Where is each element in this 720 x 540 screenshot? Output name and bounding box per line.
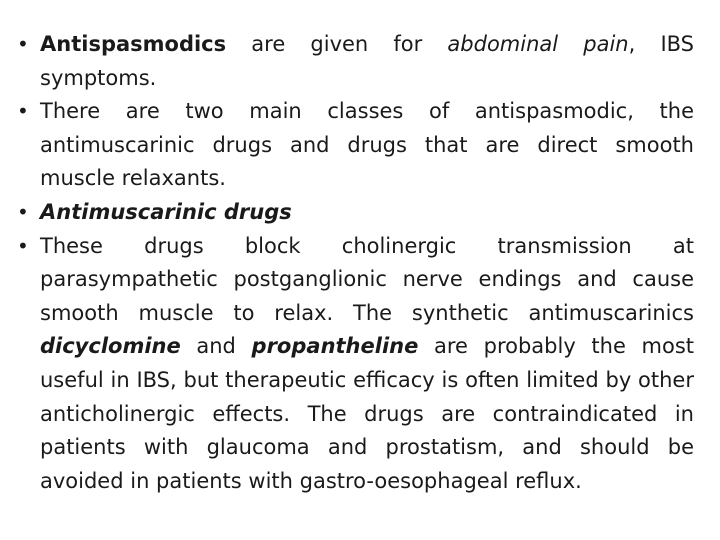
bullet-text: These drugs block cholinergic transmission at parasympathetic postganglionic nerve endings and cause smooth muscle to relax. The synthetic antimuscarinics bbox=[40, 233, 694, 325]
drug-name: dicyclomine bbox=[40, 334, 181, 359]
bullet-text-bold: Antispasmodics bbox=[40, 32, 227, 56]
bullet-text: are given for bbox=[226, 32, 448, 56]
bullet-dot-icon: • bbox=[17, 32, 29, 56]
bullet-list bbox=[14, 28, 694, 498]
bullet-text: , IBS symptoms. bbox=[40, 32, 695, 90]
section-heading: Antimuscarinic drugs bbox=[40, 199, 292, 224]
bullet-text: and bbox=[180, 334, 252, 359]
bullet-dot-icon: • bbox=[17, 199, 29, 224]
bullet-item bbox=[14, 196, 694, 230]
bullet-item bbox=[14, 28, 694, 95]
bullet-dot-icon: • bbox=[17, 99, 29, 124]
bullet-text: There are two main classes of antispasmodic, the antimuscarinic drugs and drugs that are direct smooth muscle relaxants. bbox=[40, 99, 694, 191]
bullet-item bbox=[14, 230, 694, 499]
bullet-dot-icon: • bbox=[17, 233, 29, 258]
bullet-item bbox=[14, 95, 694, 196]
drug-name: propantheline bbox=[251, 334, 419, 359]
bullet-text: are probably the most useful in IBS, but therapeutic efficacy is often limited by other anticholinergic effects. The drugs are contraindicated in patients with glaucoma and prostatism, and should be avoided in patients with gastro-oesophageal reflux. bbox=[40, 334, 695, 493]
bullet-text-italic: abdominal pain bbox=[447, 32, 629, 56]
